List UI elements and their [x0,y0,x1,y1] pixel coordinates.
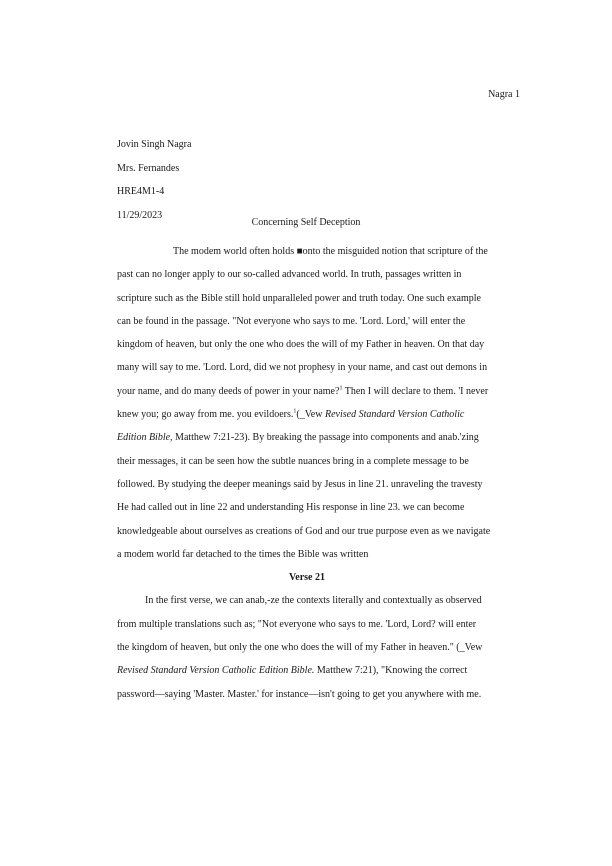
paragraph-line [117,659,497,682]
line-text: knew you; go away from me. you evildoers. [117,409,294,421]
teacher-name: Mrs. Fernandes [117,162,180,174]
paragraph-line: In the first verse, we can anab,-ze the contexts literally and contextually as observed [145,595,482,607]
line-text: Matthew 7:21), "Knowing the correct [314,665,468,677]
paragraph-line: followed. By studying the deeper meanings said by Jesus in line 21. unraveling the travesty [117,478,483,490]
paragraph-line: The modem world often holds ■onto the misguided notion that scripture of the [173,246,488,257]
line-text: Then I will declare to them. 'I never [342,385,489,397]
running-head-page-number: Nagra 1 [488,89,520,100]
paragraph-line: password—saying 'Master. Master.' for instance—isn't going to get you anywhere with me. [117,688,482,700]
paragraph-line: a modem world far detached to the times the Bible was written [117,548,369,560]
citation-title: Edition Bible, [117,432,173,444]
paragraph-line: scripture such as the Bible still hold unparalleled power and truth today. One such example [117,292,481,304]
citation-title: Revised Standard Version Catholic Edition Bible. [117,665,315,677]
essay-body [117,240,497,706]
citation-title: Revised Standard Version Catholic [324,409,465,421]
date: 11/29/2023 [117,210,163,222]
paragraph-line: from multiple translations such as; "Not everyone who says to me. 'Lord, Lord? will enter [117,618,477,630]
paragraph-line: kingdom of heaven, but only the one who does the will of my Father in heaven. On that day [117,339,485,351]
line-text: Matthew 7:21-23). By breaking the passage into components and anab.'zing [172,432,479,444]
paragraph-line: many will say to me. 'Lord. Lord, did we not prophesy in your name, and cast out demons in [117,362,488,374]
paragraph-line [117,426,497,449]
footnote-marker: 1 [293,408,297,415]
paragraph-line: He had called out in line 22 and understanding His response in line 23. we can become [117,502,465,514]
course-code: HRE4M1-4 [117,186,165,198]
paragraph-line [117,380,497,403]
paragraph-line: can be found in the passage. "Not everyone who says to me. 'Lord. Lord,' will enter the [117,315,466,327]
line-text: your name, and do many deeds of power in your name? [117,385,340,397]
author-name: Jovin Singh Nagra [117,139,192,150]
section-heading: Verse 21 [288,572,325,584]
page-header [488,89,520,100]
paragraph-line: their messages, it can be seen how the subtle nuances bring in a complete message to be [117,455,469,467]
paragraph-line: the kingdom of heaven, but only the one who does the will of my Father in heaven." (_Vew [117,642,483,654]
essay-title: Concerning Self Deception [251,217,361,228]
footnote-marker: 1 [339,385,343,392]
mla-heading [117,133,191,228]
paragraph-line: knowledgeable about ourselves as creations of God and our true purpose even as we navigate [117,525,491,537]
paragraph-line: past can no longer apply to our so-called advanced world. In truth, passages written in [117,269,462,281]
paragraph-line [117,403,497,426]
line-text: (_Vew [296,409,325,421]
